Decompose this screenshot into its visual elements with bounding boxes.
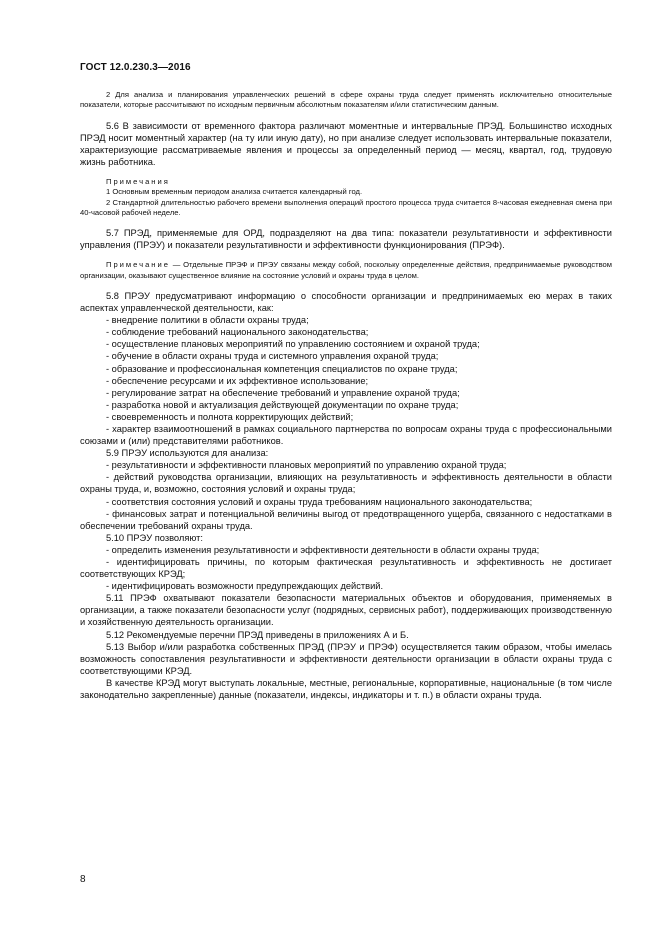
page-body <box>80 90 612 701</box>
list-item: - регулирование затрат на обеспечение требований и управление охраной труда; <box>106 387 460 398</box>
list-item: - осуществление плановых мероприятий по управлению состоянием и охраной труда; <box>106 339 480 350</box>
list-item: - образование и профессиональная компетенция специалистов по охране труда; <box>106 363 458 374</box>
document-header: ГОСТ 12.0.230.3—2016 <box>80 62 191 73</box>
list-item: - характер взаимоотношений в рамках социального партнерства по вопросам охраны труда с профессиональными союзами и (или) представителями работников. <box>80 423 612 447</box>
list-item: - обучение в области охраны труда и системного управления охраной труда; <box>106 351 439 362</box>
list-item: - действий руководства организации, влияющих на результативность и эффективность деятельности в области охраны труда, и, возможно, состояния условий и охраны труда; <box>80 472 612 495</box>
list-item: - обеспечение ресурсами и их эффективное использование; <box>106 375 369 386</box>
list-item: - соблюдение требований национального законодательства; <box>106 327 369 338</box>
list-item: - своевременность и полнота корректирующих действий; <box>106 411 354 422</box>
clause-5-7: 5.7 ПРЭД, применяемые для ОРД, подразделяют на два типа: показатели результативности и эффективности управления (ПРЭУ) и показатели результативности и эффективности функционирования (ПРЭФ). <box>80 228 612 251</box>
note-1: 1 Основным временным периодом анализа считается календарный год. <box>106 187 363 197</box>
note-single-text: — Отдельные ПРЭФ и ПРЭУ связаны между собой, поскольку определенные действия, предпринимаемые руководством организации, оказывают существенное влияние на состояние условий и охраны труда в целом. <box>80 260 612 280</box>
list-item: - определить изменения результативности и эффективности деятельности в области охраны труда; <box>106 544 540 555</box>
clause-5-12: 5.12 Рекомендуемые перечни ПРЭД приведены в приложениях А и Б. <box>106 629 409 640</box>
notes-heading: Примечания <box>106 176 170 186</box>
clause-5-13: 5.13 Выбор и/или разработка собственных ПРЭД (ПРЭУ и ПРЭФ) осуществляется таким образом, чтобы имелась возможность сопоставления результативности и эффективности деятельности организации в области охраны труда с соответствующими КРЭД. <box>80 641 612 676</box>
list-item: - соответствия состояния условий и охраны труда требованиям национального законодательства; <box>106 496 533 507</box>
clause-5-6: 5.6 В зависимости от временного фактора различают моментные и интервальные ПРЭД. Большинство исходных ПРЭД носит моментный характер (на ту или иную дату), но при анализе следует использовать интервальные показатели, характеризующие рассматриваемые явления и процессы за определенный период — месяц, квартал, год, трудовую жизнь работника. <box>80 120 612 167</box>
list-item: - идентифицировать возможности предупреждающих действий. <box>106 581 384 592</box>
list-item: - финансовых затрат и потенциальной величины выгод от предотвращенного ущерба, связанного с недостатками в обеспечении требований охраны труда. <box>80 508 612 531</box>
clause-5-10: 5.10 ПРЭУ позволяют: <box>106 532 203 543</box>
list-item: - результативности и эффективности плановых мероприятий по управлению охраной труда; <box>106 460 507 471</box>
footnote-2: 2 Для анализа и планирования управленческих решений в сфере охраны труда следует применять исключительно относительные показатели, которые рассчитывают по исходным первичным абсолютным показателям и/или статистическим данным. <box>80 90 612 110</box>
list-item: - разработка новой и актуализация действующей документации по охране труда; <box>106 399 459 410</box>
clause-5-11: 5.11 ПРЭФ охватывают показатели безопасности материальных объектов и оборудования, применяемых в организации, а также показатели безопасности услуг (подрядных, сервисных работ), поддерживающих производственную и хозяйственную деятельность организации. <box>80 593 612 628</box>
note-2: 2 Стандартной длительностью рабочего времени выполнения операций простого процесса труда считается 8-часовая ежедневная смена при 40-часовой рабочей неделе. <box>80 197 612 217</box>
note-single-label: Примечание <box>106 260 170 270</box>
list-item: - идентифицировать причины, по которым фактическая результативность и эффективность не достигает соответствующих КРЭД; <box>80 557 612 580</box>
clause-5-9: 5.9 ПРЭУ используются для анализа: <box>106 448 269 459</box>
clause-5-8: 5.8 ПРЭУ предусматривают информацию о способности организации и предпринимаемых ею мерах в таких аспектах управленческой деятельности, как: <box>80 290 612 314</box>
page-number: 8 <box>80 874 86 885</box>
note-single <box>80 260 612 281</box>
kred-paragraph: В качестве КРЭД могут выступать локальные, местные, региональные, корпоративные, национальные (в том числе законодательно закрепленные) данные (показатели, индексы, индикаторы и т. п.) в области охраны труда. <box>80 677 612 701</box>
list-item: - внедрение политики в области охраны труда; <box>106 315 309 326</box>
